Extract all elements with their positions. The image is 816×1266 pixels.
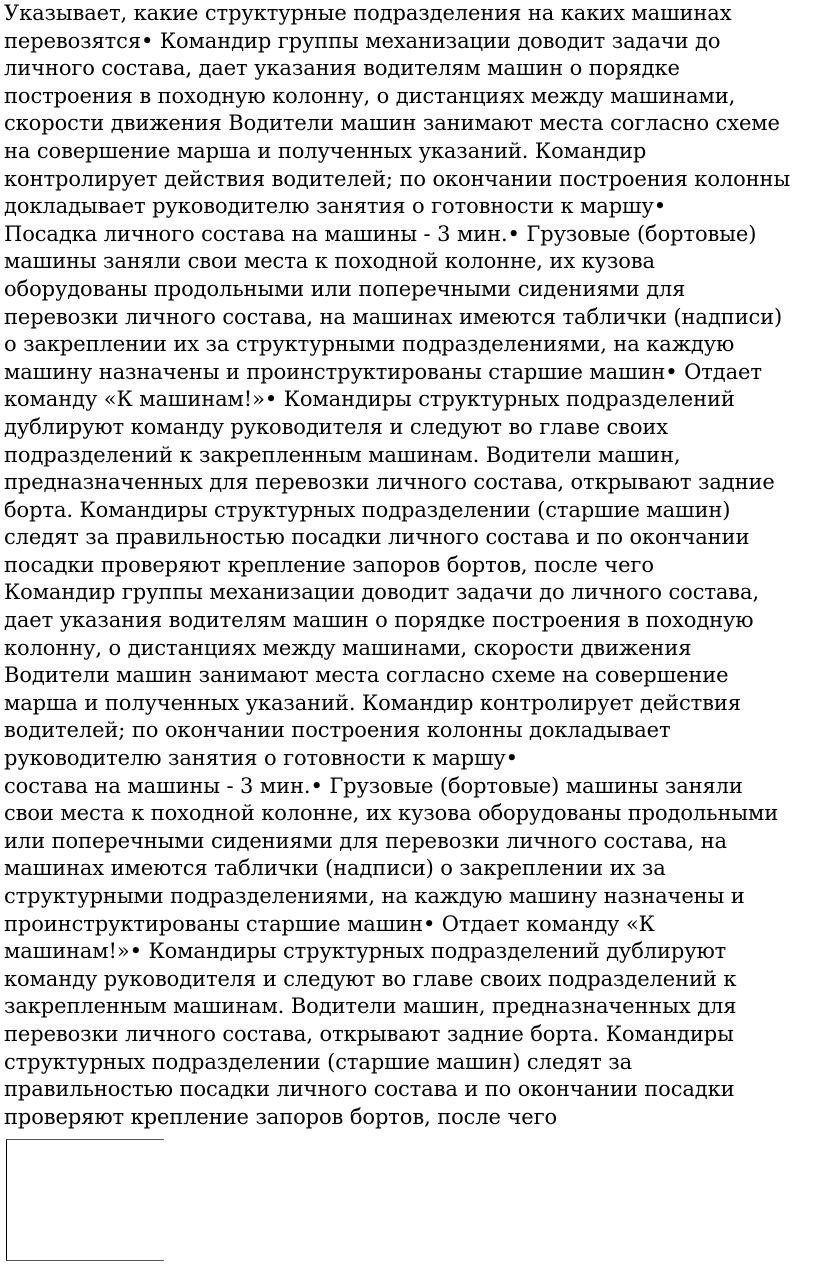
text-line: контролирует действия водителей; по окончании построения колонны <box>4 166 791 191</box>
text-line: структурными подразделениями, на каждую машину назначены и <box>4 884 745 908</box>
text-line: колонну, о дистанциях между машинами, скорости движения <box>4 635 692 660</box>
text-line: личного состава, дает указания водителям машин о порядке <box>4 56 680 81</box>
text-line: Водители машин занимают места согласно схеме на совершение <box>4 663 729 688</box>
text-line: построения в походную колонну, о дистанциях между машинами, <box>4 83 736 108</box>
text-line: предназначенных для перевозки личного состава, открывают задние <box>4 470 775 495</box>
text-line: машину назначены и проинструктированы старшие машин• Отдает <box>4 359 762 384</box>
text-line: закрепленным машинам. Водители машин, предназначенных для <box>4 994 737 1019</box>
text-line: скорости движения Водители машин занимают места согласно схеме <box>4 111 780 136</box>
text-line: состава на машины - 3 мин.• Грузовые (бортовые) машины заняли <box>4 773 743 798</box>
text-line: команду руководителя и следуют во главе своих подразделений к <box>4 966 737 991</box>
text-line: проверяют крепление запоров бортов, после чего <box>4 1104 558 1129</box>
text-line: правильностью посадки личного состава и по окончании посадки <box>4 1077 735 1102</box>
text-line: Командир группы механизации доводит задачи до личного состава, <box>4 580 760 605</box>
text-line: подразделений к закрепленным машинам. Водители машин, <box>4 442 681 467</box>
text-line: дает указания водителям машин о порядке построения в походную <box>4 608 754 633</box>
text-line: руководителю занятия о готовности к маршу• <box>4 746 518 771</box>
empty-image-frame <box>6 1139 164 1261</box>
text-line: борта. Командиры структурных подразделении (старшие машин) <box>4 497 731 522</box>
text-line: следят за правильностью посадки личного состава и по окончании <box>4 525 750 550</box>
text-line: проинструктированы старшие машин• Отдает команду «К <box>4 911 655 936</box>
text-line: марша и полученных указаний. Командир контролирует действия <box>4 690 741 715</box>
text-line: перевозятся• Командир группы механизации доводит задачи до <box>4 28 721 53</box>
text-line: дублируют команду руководителя и следуют во главе своих <box>4 414 669 439</box>
text-line: докладывает руководителю занятия о готовности к маршу• <box>4 194 667 219</box>
text-line: структурных подразделении (старшие машин) следят за <box>4 1049 632 1074</box>
text-line: водителей; по окончании построения колонны докладывает <box>4 718 671 743</box>
text-line: или поперечными сидениями для перевозки личного состава, на <box>4 828 727 853</box>
document-body-text <box>4 0 812 1131</box>
text-line: о закреплении их за структурными подразделениями, на каждую <box>4 332 735 357</box>
text-line: перевозки личного состава, на машинах имеются таблички (надписи) <box>4 304 783 329</box>
text-line: оборудованы продольными или поперечными сидениями для <box>4 276 686 301</box>
text-line: машины заняли свои места к походной колонне, их кузова <box>4 249 655 274</box>
text-line: машинам!»• Командиры структурных подразделений дублируют <box>4 939 727 964</box>
text-line: свои места к походной колонне, их кузова оборудованы продольными <box>4 801 779 826</box>
text-line: Посадка личного состава на машины - 3 мин.• Грузовые (бортовые) <box>4 221 757 246</box>
text-line: машинах имеются таблички (надписи) о закреплении их за <box>4 856 666 881</box>
text-line: Указывает, какие структурные подразделения на каких машинах <box>4 1 732 25</box>
text-line: посадки проверяют крепление запоров бортов, после чего <box>4 552 654 577</box>
text-line: перевозки личного состава, открывают задние борта. Командиры <box>4 1021 734 1046</box>
text-line: команду «К машинам!»• Командиры структурных подразделений <box>4 387 735 412</box>
text-line: на совершение марша и полученных указаний. Командир <box>4 138 647 163</box>
